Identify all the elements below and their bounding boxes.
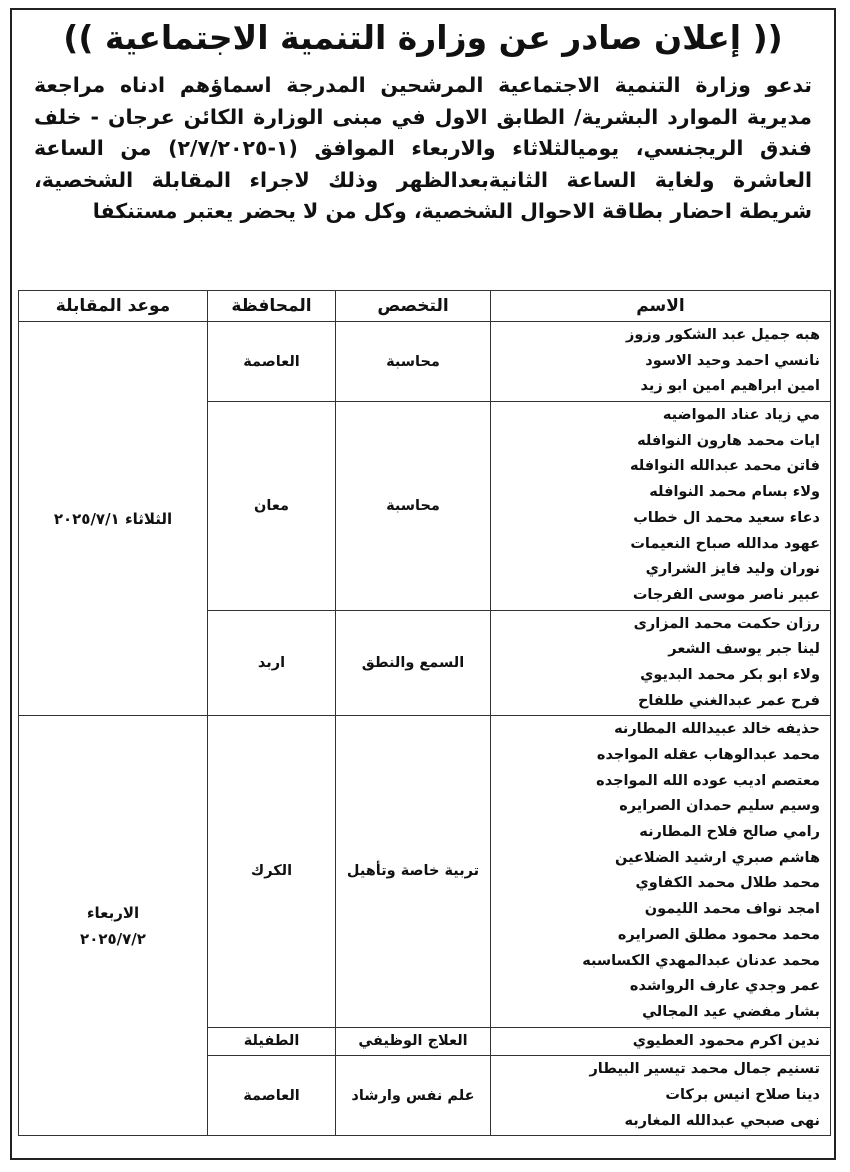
candidate-name: بشار مفضي عيد المجالي [642,1003,820,1020]
names-cell [491,402,831,611]
candidate-name: محمد عدنان عبدالمهدي الكساسبه [582,952,820,969]
candidate-name: هاشم صبري ارشيد الضلاعين [615,849,820,866]
candidate-name: عبير ناصر موسى الفرجات [632,586,820,603]
table-header-row [19,291,831,322]
specialty-cell: علم نفس وارشاد [336,1056,491,1136]
header-specialty: التخصص [336,291,491,322]
candidate-name: عمر وجدي عارف الرواشده [629,978,820,995]
candidate-name: لينا جبر يوسف الشعر [668,641,820,658]
candidate-name: نانسي احمد وحيد الاسود [645,352,820,369]
specialty-cell: السمع والنطق [336,610,491,716]
names-list [491,612,820,715]
candidate-name: محمد عبدالوهاب عقله المواجده [596,747,820,763]
candidate-name: حذيفه خالد عبيدالله المطارنه [614,721,820,738]
candidate-name: امين ابراهيم امين ابو زيد [640,378,820,395]
candidate-name: نهى صبحي عبدالله المغاربه [624,1112,820,1129]
candidate-name: رامي صالح فلاح المطارنه [639,824,820,841]
candidate-name: ايات محمد هارون النوافله [637,432,820,449]
specialty-cell: محاسبة [336,402,491,611]
governorate-cell: اربد [208,610,336,716]
announcement-title: (( إعلان صادر عن وزارة التنمية الاجتماعية )) [63,18,783,57]
names-list [491,403,820,609]
header-governorate: المحافظة [208,291,336,322]
governorate-cell: معان [208,402,336,611]
specialty-cell: تربية خاصة وتأهيل [336,716,491,1027]
names-cell [491,1027,831,1056]
candidate-name: هبه جميل عبد الشكور وزوز [626,327,820,343]
candidate-name: مي زياد عناد المواضيه [662,407,820,424]
names-cell [491,716,831,1027]
header-date: موعد المقابلة [19,291,208,322]
announcement-frame [10,8,836,1160]
announcement-intro: تدعو وزارة التنمية الاجتماعية المرشحين المدرجة اسماؤهم ادناه مراجعة مديرية الموارد البشرية/ الطابق الاول في مبنى الوزارة الكائن عرجان - خلف فندق الريجنسي، يوميالثلاثاء والاربعاء الموافق (١-٢/٧/٢٠٢٥) من الساعة العاشرة ولغاية الساعة الثانيةبعدالظهر وذلك لاجراء المقابلة الشخصية، شريطة احضار بطاقة الاحوال الشخصية، وكل من لا يحضر يعتبر مستنكفا [34,73,812,223]
interview-date: الثلاثاء ٢٠٢٥/٧/١ [53,509,173,528]
governorate-cell: الطفيلة [208,1027,336,1056]
names-cell [491,1056,831,1136]
candidate-name: دعاء سعيد محمد ال خطاب [633,509,820,526]
names-cell [491,322,831,402]
governorate-cell: العاصمة [208,1056,336,1136]
table-body [19,322,831,1136]
names-cell [491,610,831,716]
names-list [491,323,820,400]
candidate-name: محمد محمود مطلق الصرايره [617,926,820,943]
candidates-table [18,290,831,1136]
table-row [19,716,831,1027]
candidate-name: نوران وليد فايز الشراري [645,561,820,578]
candidate-name: ندين اكرم محمود العطيوي [632,1032,820,1049]
candidate-name: معتصم اديب عوده الله المواجده [596,772,820,789]
header-name: الاسم [491,291,831,322]
candidate-name: امجد نواف محمد الليمون [644,901,820,918]
interview-date: ٢٠٢٥/٧/٢ [80,929,146,948]
candidate-name: عهود مدالله صباح النعيمات [630,535,820,552]
specialty-cell: محاسبة [336,322,491,402]
candidate-name: محمد طلال محمد الكفاوي [635,875,820,892]
names-list [491,717,820,1025]
interview-date-cell [19,716,208,1136]
candidate-name: ولاء ابو بكر محمد البديوي [640,666,820,683]
candidate-name: فاتن محمد عبدالله النوافله [629,458,820,475]
specialty-cell: العلاج الوظيفي [336,1027,491,1056]
candidate-name: فرح عمر عبدالغني طلفاح [637,692,820,709]
interview-date-cell [19,322,208,716]
governorate-cell: العاصمة [208,322,336,402]
candidate-name: تسنيم جمال محمد تيسير البيطار [589,1061,820,1078]
names-list [491,1029,820,1055]
governorate-cell: الكرك [208,716,336,1027]
interview-date: الاربعاء [86,903,140,922]
candidate-name: وسيم سليم حمدان الصرايره [619,798,820,815]
candidate-name: رزان حكمت محمد المزارى [633,615,820,632]
names-list [491,1057,820,1134]
candidate-name: ولاء بسام محمد النوافله [649,484,820,501]
table-row [19,322,831,402]
candidate-name: دينا صلاح انيس بركات [665,1086,820,1103]
